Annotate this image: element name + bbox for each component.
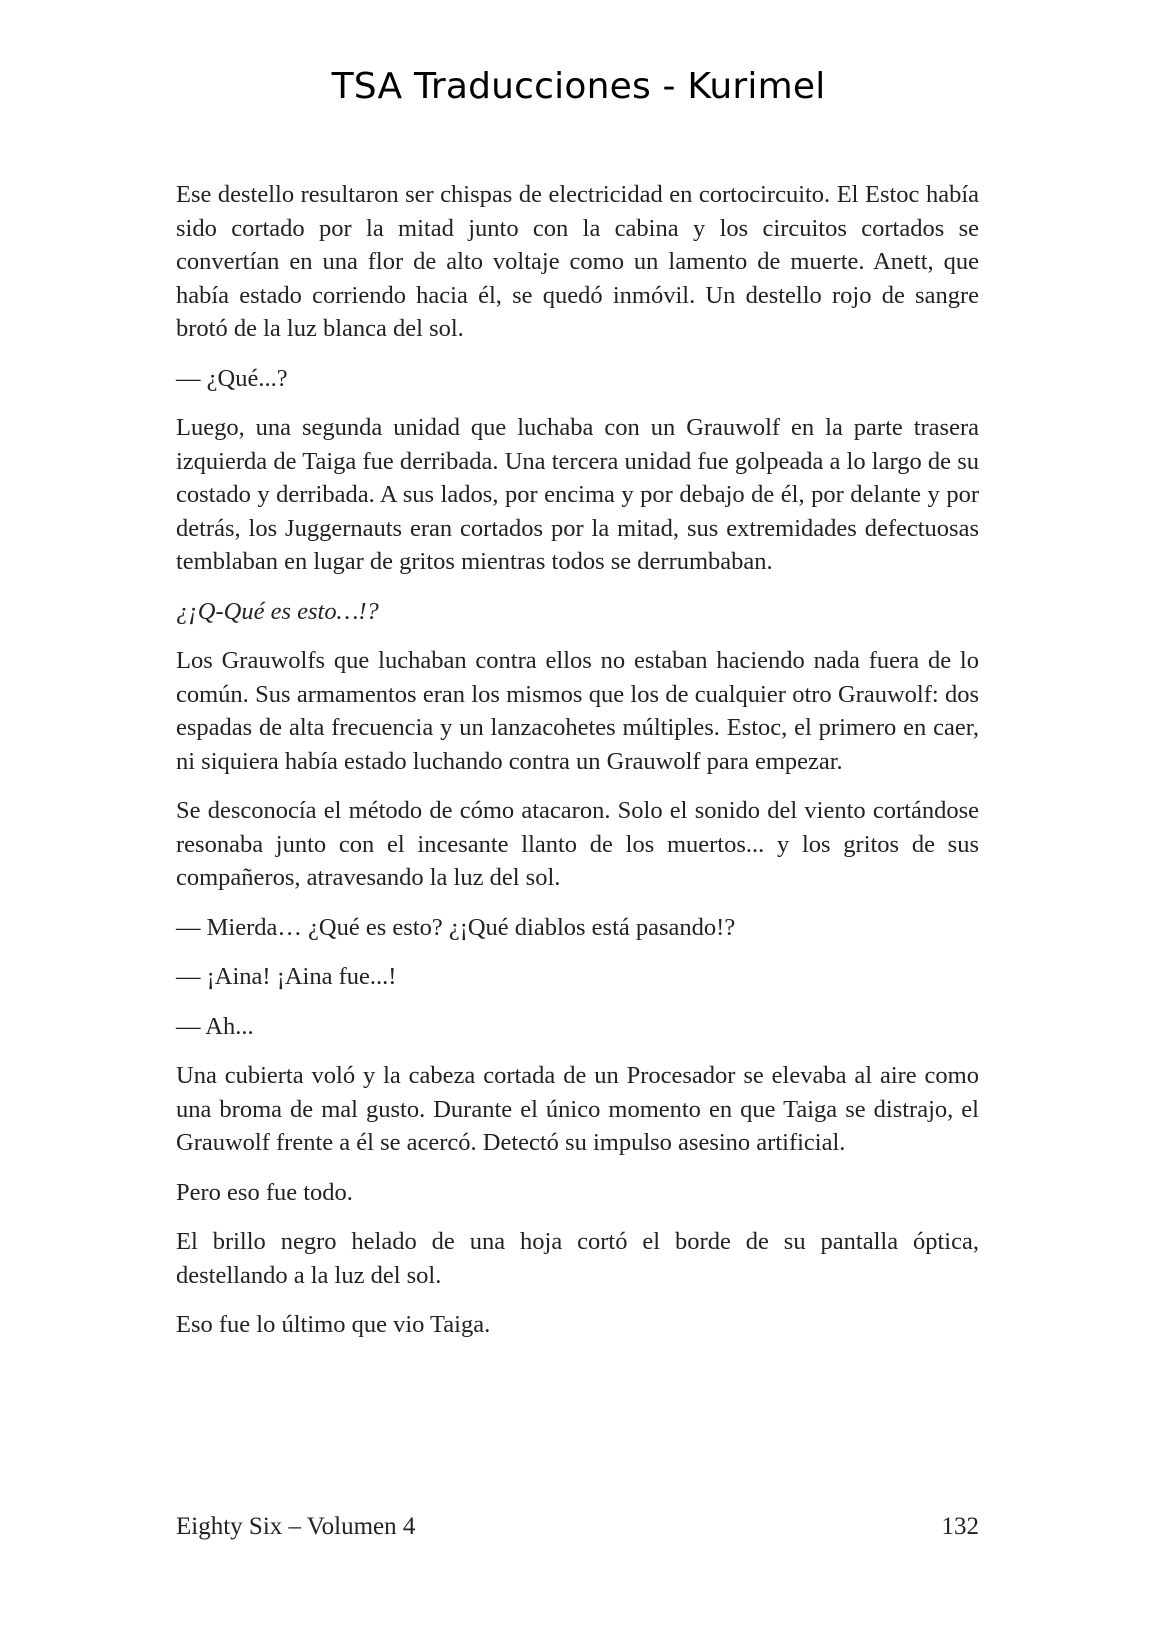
paragraph-4: Se desconocía el método de cómo atacaron. Solo el sonido del viento cortándose resonaba junto con el incesante llanto de los muertos... y los gritos de sus compañeros, atravesando la luz del sol. — [176, 797, 979, 891]
paragraph-8: Eso fue lo último que vio Taiga. — [176, 1311, 491, 1338]
page-footer — [176, 1513, 979, 1541]
paragraph-6: Pero eso fue todo. — [176, 1178, 353, 1206]
footer-page-number: 132 — [941, 1513, 979, 1540]
page-body — [176, 178, 979, 1358]
footer-book-title: Eighty Six – Volumen 4 — [176, 1513, 416, 1540]
paragraph-7: El brillo negro helado de una hoja cortó el borde de su pantalla óptica, destellando a la luz del sol. — [176, 1228, 979, 1289]
dialogue-line-3: — ¡Aina! ¡Aina fue...! — [176, 963, 397, 990]
paragraph-2: Luego, una segunda unidad que luchaba con un Grauwolf en la parte trasera izquierda de Taiga fue derribada. Una tercera unidad fue golpeada a lo largo de su costado y derribada. A sus lados, por encima y por debajo de él, por delante y por detrás, los Juggernauts eran cortados por la mitad, sus extremidades defectuosas temblaban en lugar de gritos mientras todos se derrumbaban. — [176, 414, 979, 575]
paragraph-3: Los Grauwolfs que luchaban contra ellos no estaban haciendo nada fuera de lo común. Sus armamentos eran los mismos que los de cualquier otro Grauwolf: dos espadas de alta frecuencia y un lanzacohetes múltiples. Estoc, el primero en caer, ni siquiera había estado luchando contra un Grauwolf para empezar. — [176, 647, 979, 775]
dialogue-line-2: — Mierda… ¿Qué es esto? ¿¡Qué diablos está pasando!? — [176, 913, 736, 941]
inner-thought: ¿¡Q-Qué es esto…!? — [176, 597, 379, 625]
dialogue-line-1: — ¿Qué...? — [176, 364, 288, 392]
paragraph-1: Ese destello resultaron ser chispas de electricidad en cortocircuito. El Estoc había sido cortado por la mitad junto con la cabina y los circuitos cortados se convertían en una flor de alto voltaje como un lamento de muerte. Anett, que había estado corriendo hacia él, se quedó inmóvil. Un destello rojo de sangre brotó de la luz blanca del sol. — [176, 181, 979, 342]
page-header-title: TSA Traducciones - Kurimel — [331, 66, 826, 107]
dialogue-line-4: — Ah... — [176, 1012, 254, 1040]
paragraph-5: Una cubierta voló y la cabeza cortada de un Procesador se elevaba al aire como una broma de mal gusto. Durante el único momento en que Taiga se distrajo, el Grauwolf frente a él se acercó. Detectó su impulso asesino artificial. — [176, 1062, 979, 1156]
